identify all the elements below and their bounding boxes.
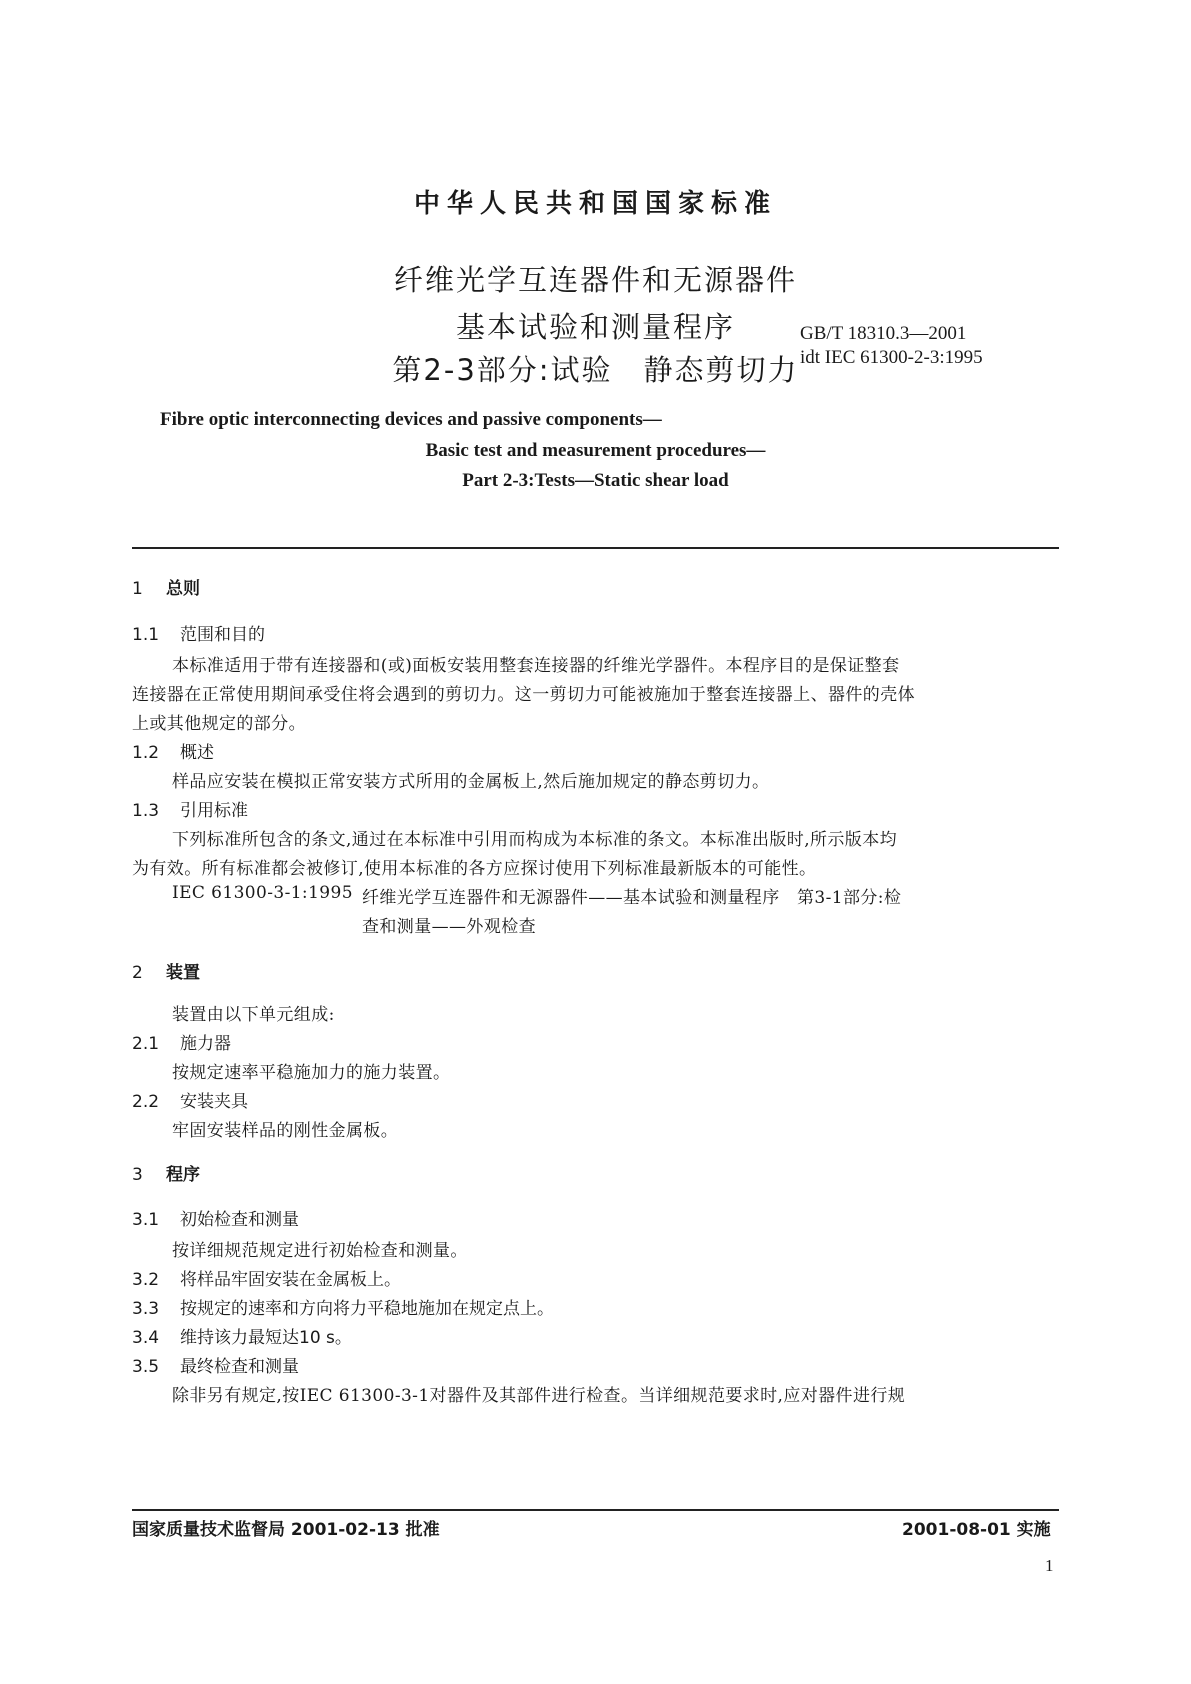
- footer-divider: [132, 1509, 1059, 1511]
- section-number: 1.2: [132, 743, 160, 763]
- paragraph-line: 下列标准所包含的条文,通过在本标准中引用而构成为本标准的条文。本标准出版时,所示版本均: [172, 830, 898, 850]
- section-title: 装置: [166, 963, 200, 983]
- section-number: 3.3: [132, 1299, 160, 1319]
- section-number: 1.3: [132, 801, 160, 821]
- section-number: 3.1: [132, 1210, 160, 1230]
- standard-code-block: [800, 322, 983, 370]
- section-number: 2.2: [132, 1092, 160, 1112]
- section-1-heading: [132, 574, 200, 599]
- section-title: 总则: [166, 579, 200, 599]
- section-2-2-heading: [132, 1087, 248, 1112]
- section-3-1-heading: [132, 1205, 299, 1230]
- section-number: 1: [132, 579, 143, 599]
- section-title: 施力器: [180, 1034, 231, 1054]
- title-en-line-1: Fibre optic interconnecting devices and passive components—: [160, 409, 662, 430]
- paragraph-line: 连接器在正常使用期间承受住将会遇到的剪切力。这一剪切力可能被施加于整套连接器上、器件的壳体: [132, 685, 915, 705]
- section-number: 3.4: [132, 1328, 160, 1348]
- issuing-body: 中华人民共和国国家标准: [413, 189, 777, 219]
- section-3-3-heading: [132, 1294, 554, 1319]
- section-title: 最终检查和测量: [180, 1357, 299, 1377]
- section-1-2-heading: [132, 738, 214, 763]
- section-number: 3: [132, 1165, 143, 1185]
- implementation-date: 2001-08-01 实施: [902, 1520, 1051, 1540]
- section-title: 维持该力最短达10 s。: [180, 1328, 352, 1348]
- header-divider: [132, 547, 1059, 549]
- section-title: 概述: [180, 743, 214, 763]
- section-title: 范围和目的: [180, 625, 265, 645]
- reference-code: IEC 61300-3-1:1995: [172, 883, 353, 903]
- paragraph-line: 除非另有规定,按IEC 61300-3-1对器件及其部件进行检查。当详细规范要求时,应对器件进行规: [172, 1386, 906, 1406]
- section-title: 程序: [166, 1165, 200, 1185]
- section-number: 3.5: [132, 1357, 160, 1377]
- section-number: 2: [132, 963, 143, 983]
- approval-date: 国家质量技术监督局 2001-02-13 批准: [132, 1520, 440, 1540]
- reference-title-line-1: 纤维光学互连器件和无源器件——基本试验和测量程序 第3-1部分:检: [362, 888, 902, 908]
- section-number: 1.1: [132, 625, 160, 645]
- paragraph-line: 装置由以下单元组成:: [172, 1005, 335, 1025]
- page-number: 1: [1045, 1556, 1054, 1575]
- section-3-2-heading: [132, 1265, 401, 1290]
- standard-code: GB/T 18310.3—2001: [800, 323, 967, 344]
- standard-equivalence: idt IEC 61300-2-3:1995: [800, 347, 983, 368]
- section-title: 初始检查和测量: [180, 1210, 299, 1230]
- section-title: 引用标准: [180, 801, 248, 821]
- paragraph-line: 上或其他规定的部分。: [132, 714, 306, 734]
- paragraph-line: 本标准适用于带有连接器和(或)面板安装用整套连接器的纤维光学器件。本程序目的是保证整套: [172, 656, 900, 676]
- section-3-heading: [132, 1160, 200, 1185]
- section-title: 按规定的速率和方向将力平稳地施加在规定点上。: [180, 1299, 554, 1319]
- title-en-line-3: Part 2-3:Tests—Static shear load: [462, 470, 729, 491]
- section-3-5-heading: [132, 1352, 299, 1377]
- section-number: 3.2: [132, 1270, 160, 1290]
- title-zh-line-2: 基本试验和测量程序: [455, 310, 735, 344]
- section-1-3-heading: [132, 796, 248, 821]
- title-zh-line-1: 纤维光学互连器件和无源器件: [393, 263, 797, 297]
- section-number: 2.1: [132, 1034, 160, 1054]
- paragraph-line: 按详细规范规定进行初始检查和测量。: [172, 1241, 468, 1261]
- section-title: 将样品牢固安装在金属板上。: [180, 1270, 401, 1290]
- title-zh-line-3: 第2-3部分:试验 静态剪切力: [392, 353, 799, 387]
- section-1-1-heading: [132, 620, 265, 645]
- paragraph-line: 牢固安装样品的刚性金属板。: [172, 1121, 399, 1141]
- section-2-1-heading: [132, 1029, 231, 1054]
- section-title: 安装夹具: [180, 1092, 248, 1112]
- paragraph-line: 按规定速率平稳施加力的施力装置。: [172, 1063, 451, 1083]
- paragraph-line: 为有效。所有标准都会被修订,使用本标准的各方应探讨使用下列标准最新版本的可能性。: [132, 859, 817, 879]
- paragraph-line: 样品应安装在模拟正常安装方式所用的金属板上,然后施加规定的静态剪切力。: [172, 772, 770, 792]
- reference-title-line-2: 查和测量——外观检查: [362, 917, 536, 937]
- section-3-4-heading: [132, 1323, 352, 1348]
- section-2-heading: [132, 958, 200, 983]
- title-en-line-2: Basic test and measurement procedures—: [425, 440, 766, 461]
